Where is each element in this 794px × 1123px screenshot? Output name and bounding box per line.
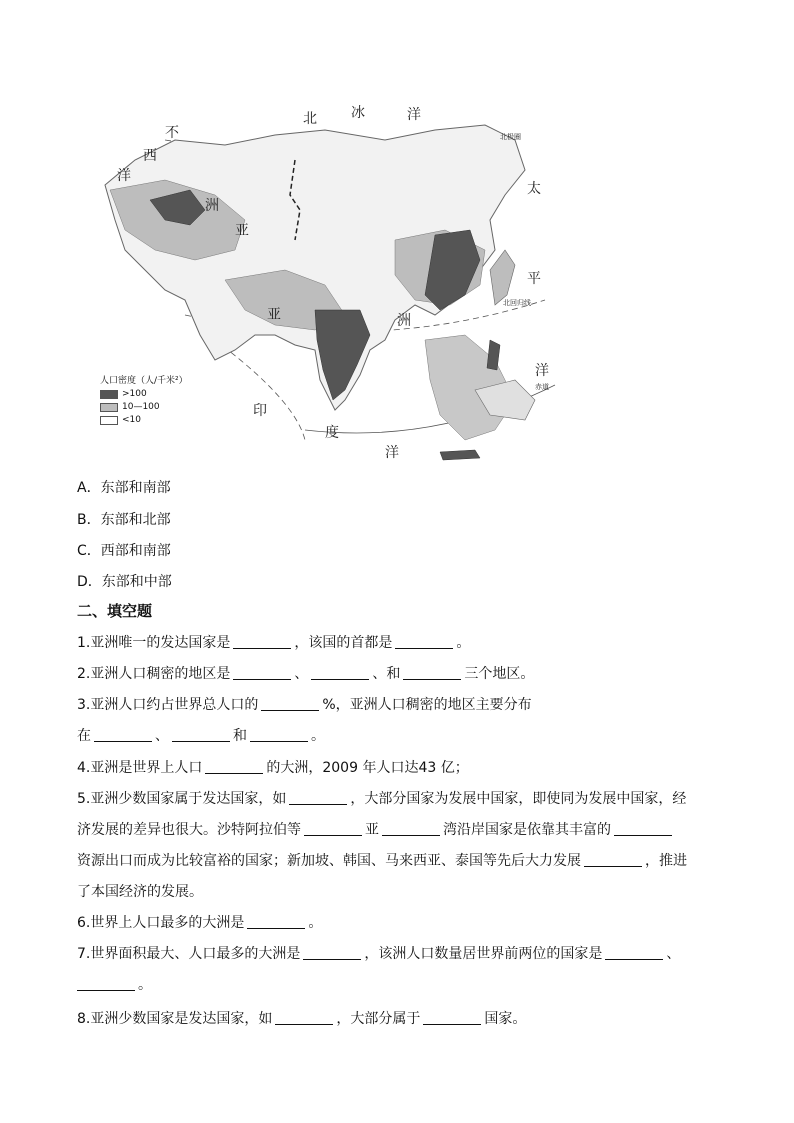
section-title: 二、填空题 (77, 602, 153, 620)
question-5: 5.亚洲少数国家属于发达国家，如 ，大部分国家为发展中国家，即使同为发展中国家，经 (77, 791, 687, 807)
question-1: 1.亚洲唯一的发达国家是 ，该国的首都是 。 (77, 635, 471, 651)
option-text: 西部和南部 (100, 543, 171, 559)
map-label: 亚 (235, 223, 249, 239)
map-label: 度 (325, 425, 339, 441)
question-5-line-2: 济发展的差异也很大。沙特阿拉伯等 亚 湾沿岸国家是依靠其丰富的 (77, 820, 675, 840)
map-label: 不 (165, 125, 179, 141)
map-label: 亚 (267, 307, 281, 323)
answer-blank[interactable] (614, 821, 672, 836)
question-3: 3.亚洲人口约占世界总人口的 %，亚洲人口稠密的地区主要分布 (77, 697, 532, 713)
answer-blank[interactable] (233, 634, 291, 649)
question-5-line-4: 了本国经济的发展。 (77, 884, 203, 900)
answer-blank[interactable] (250, 727, 308, 742)
legend-title: 人口密度（人/千米²） (100, 376, 188, 386)
option-b[interactable] (77, 509, 171, 529)
question-7-line-2: 。 (77, 975, 152, 995)
map-label: 冰 (351, 105, 365, 121)
answer-blank[interactable] (77, 976, 135, 991)
answer-blank[interactable] (403, 665, 461, 680)
option-letter: D． (77, 574, 102, 590)
legend-label: 10—100 (122, 402, 160, 412)
map-label: 洋 (385, 445, 399, 461)
legend-swatch (100, 416, 118, 425)
answer-blank[interactable] (275, 1010, 333, 1025)
map-label: 洋 (407, 107, 421, 123)
map-label: 平 (527, 271, 541, 287)
answer-blank[interactable] (94, 727, 152, 742)
answer-blank[interactable] (233, 665, 291, 680)
answer-blank[interactable] (423, 1010, 481, 1025)
answer-blank[interactable] (382, 821, 440, 836)
map-legend (100, 375, 188, 427)
legend-swatch (100, 390, 118, 399)
map-label: 赤道 (535, 383, 549, 391)
legend-label: <10 (122, 415, 141, 425)
option-text: 东部和南部 (100, 480, 171, 496)
legend-item (100, 401, 188, 414)
answer-blank[interactable] (584, 852, 642, 867)
map-label: 洋 (535, 363, 549, 379)
option-letter: C． (77, 543, 101, 559)
option-d[interactable] (77, 571, 172, 591)
answer-blank[interactable] (172, 727, 230, 742)
legend-item (100, 388, 188, 401)
answer-blank[interactable] (303, 945, 361, 960)
map-label: 北 (303, 111, 317, 127)
asia-population-density-map (95, 100, 565, 465)
map-label: 印 (253, 403, 267, 419)
answer-blank[interactable] (395, 634, 453, 649)
answer-blank[interactable] (261, 696, 319, 711)
map-label: 洲 (397, 313, 411, 329)
answer-blank[interactable] (304, 821, 362, 836)
answer-blank[interactable] (247, 914, 305, 929)
answer-blank[interactable] (289, 790, 347, 805)
question-5-line-3: 资源出口而成为比较富裕的国家；新加坡、韩国、马来西亚、泰国等先后大力发展 ，推进 (77, 853, 687, 869)
map-label: 北回归线 (503, 299, 531, 307)
option-text: 东部和北部 (100, 512, 171, 528)
question-2: 2.亚洲人口稠密的地区是 、 、和 三个地区。 (77, 666, 535, 682)
question-7: 7.世界面积最大、人口最多的大洲是 ，该洲人口数量居世界前两位的国家是 、 (77, 946, 681, 962)
question-4: 4.亚洲是世界上人口 的大洲，2009 年人口达43 亿； (77, 760, 469, 776)
map-label: 洲 (205, 198, 219, 214)
map-label: 北极圈 (500, 133, 521, 141)
legend-item (100, 414, 188, 427)
option-a[interactable] (77, 477, 171, 497)
answer-blank[interactable] (605, 945, 663, 960)
option-text: 东部和中部 (101, 574, 172, 590)
answer-blank[interactable] (205, 759, 263, 774)
question-8: 8.亚洲少数国家是发达国家，如 ，大部分属于 国家。 (77, 1011, 527, 1027)
map-label: 洋 (117, 168, 131, 184)
option-letter: A． (77, 480, 101, 496)
question-3-line-2: 在 、 和 。 (77, 728, 325, 744)
legend-swatch (100, 403, 118, 412)
option-c[interactable] (77, 540, 171, 560)
legend-label: >100 (122, 389, 147, 399)
answer-blank[interactable] (311, 665, 369, 680)
map-label: 太 (527, 181, 541, 197)
option-letter: B． (77, 512, 101, 528)
map-label: 西 (143, 148, 157, 164)
question-6: 6.世界上人口最多的大洲是 。 (77, 915, 323, 931)
